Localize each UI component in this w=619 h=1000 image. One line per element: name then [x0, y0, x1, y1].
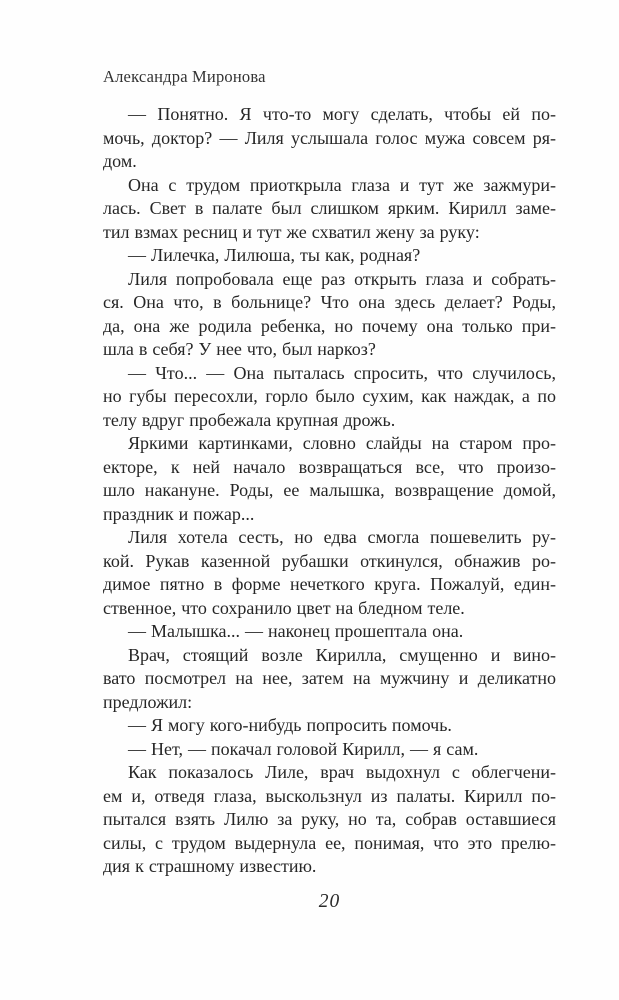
text-line: но губы пересохли, горло было сухим, как наждак, а по	[103, 386, 556, 406]
text-line: лась. Свет в палате был слишком ярким. Кирилл заме-	[103, 198, 556, 218]
text-line: — Лилечка, Лилюша, ты как, родная?	[128, 245, 421, 265]
page-number: 20	[318, 891, 341, 912]
text-line: шло накануне. Роды, ее малышка, возвращение домой,	[103, 480, 556, 500]
text-line: — Малышка... — наконец прошептала она.	[128, 621, 464, 641]
text-line: кой. Рукав казенной рубашки откинулся, обнажив ро-	[103, 550, 556, 571]
text-line: Как показалось Лиле, врач выдохнул с облегчени-	[128, 762, 556, 782]
text-line: Лиля попробовала еще раз открыть глаза и собрать-	[128, 268, 556, 289]
running-header-author: Александра Миронова	[103, 67, 266, 86]
text-line: пытался взять Лилю за руку, но та, собрав оставшиеся	[103, 809, 556, 829]
paragraph	[103, 174, 556, 245]
text-line: екторе, к ней начало возвращаться все, что произо-	[103, 456, 556, 477]
text-line: Врач, стоящий возле Кирилла, смущенно и вино-	[128, 644, 556, 665]
text-line: вато посмотрел на нее, затем на мужчину и деликатно	[103, 668, 556, 688]
paragraph	[103, 432, 556, 526]
paragraph	[103, 103, 556, 174]
text-line: тил взмах ресниц и тут же схватил жену за руку:	[103, 221, 480, 242]
text-line: предложил:	[103, 691, 193, 712]
text-line: димое пятно в форме нечеткого круга. Пожалуй, един-	[103, 574, 556, 594]
text-line: силы, с трудом выдернула ее, понимая, что это прелю-	[103, 832, 556, 853]
text-line: ем и, отведя глаза, выскользнул из палаты. Кирилл по-	[103, 785, 556, 806]
text-line: — Понятно. Я что-то могу сделать, чтобы ей по-	[128, 104, 556, 124]
paragraph	[103, 644, 556, 715]
paragraph	[103, 268, 556, 362]
paragraph	[103, 620, 556, 644]
paragraph	[103, 526, 556, 620]
paragraph	[103, 362, 556, 433]
text-line: — Нет, — покачал головой Кирилл, — я сам.	[128, 738, 479, 759]
text-line: дом.	[103, 151, 137, 171]
text-line: Лиля хотела сесть, но едва смогла пошевелить ру-	[128, 527, 556, 547]
text-line: ственное, что сохранило цвет на бледном теле.	[103, 597, 465, 618]
text-line: шла в себя? У нее что, был наркоз?	[103, 339, 376, 359]
text-line: Яркими картинками, словно слайды на старом про-	[128, 433, 556, 453]
text-line: праздник и пожар...	[103, 503, 255, 524]
text-line: да, она же родила ребенка, но почему она только при-	[103, 315, 556, 336]
text-line: — Я могу кого-нибудь попросить помочь.	[128, 715, 452, 735]
text-line: дия к страшному известию.	[103, 856, 317, 876]
paragraph	[103, 244, 556, 268]
text-line: мочь, доктор? — Лиля услышала голос мужа совсем ря-	[103, 127, 556, 148]
text-line: — Что... — Она пыталась спросить, что случилось,	[128, 362, 556, 383]
text-line: телу вдруг пробежала крупная дрожь.	[103, 409, 396, 430]
text-line: ся. Она что, в больнице? Что она здесь делает? Роды,	[103, 292, 556, 312]
paragraph	[103, 738, 556, 762]
paragraph	[103, 761, 556, 879]
page-body	[103, 103, 556, 879]
paragraph	[103, 714, 556, 738]
text-line: Она с трудом приоткрыла глаза и тут же зажмури-	[128, 174, 556, 195]
